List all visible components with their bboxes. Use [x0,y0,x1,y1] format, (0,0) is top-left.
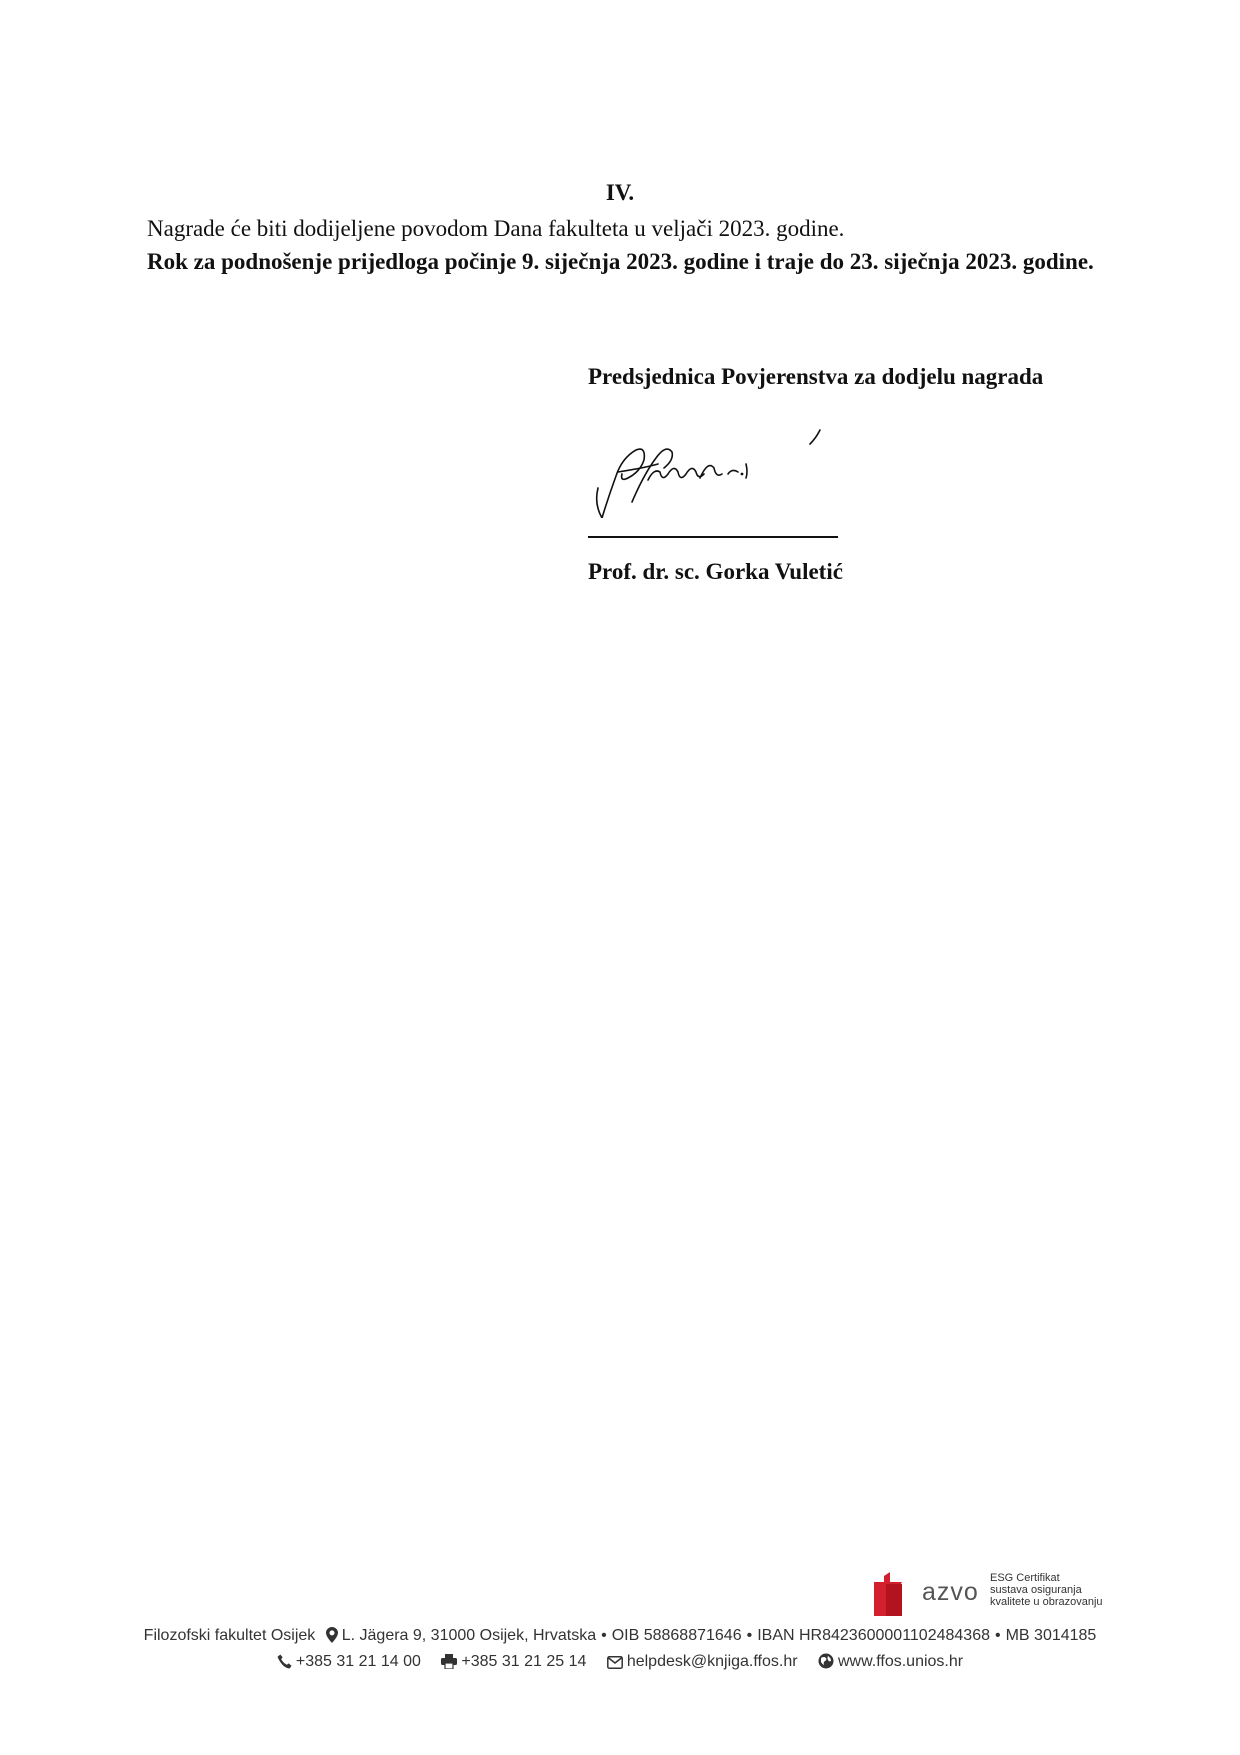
signatory-name: Prof. dr. sc. Gorka Vuletić [588,559,843,584]
certificate-text: ESG Certifikat sustava osiguranja kvalitete u obrazovanju [990,1572,1103,1608]
signature-line [588,536,838,538]
phone-icon [277,1654,292,1669]
globe-icon [818,1653,834,1669]
mb: MB 3014185 [1005,1627,1097,1644]
deadline-paragraph: Rok za podnošenje prijedloga počinje 9. siječnja 2023. godine i traje do 23. siječnja 2023. godine. [147,249,1094,274]
handwritten-signature [588,428,848,518]
esg-certificate [872,1570,1132,1620]
fax-icon [441,1654,457,1669]
website[interactable]: www.ffos.unios.hr [838,1653,964,1670]
footer-address-line: Filozofski fakultet Osijek L. Jägera 9, 31000 Osijek, Hrvatska • OIB 58868871646 • IBAN HR8423600001102484368 • MB 3014185 [143,1627,1097,1644]
signatory-role: Predsjednica Povjerenstva za dodjelu nagrada [588,364,1044,389]
award-date-paragraph: Nagrade će biti dodijeljene povodom Dana fakulteta u veljači 2023. godine. [147,216,845,241]
azvo-brand: azvo [922,1578,979,1606]
footer-contact-line [0,1653,1240,1671]
iban: IBAN HR8423600001102484368 [757,1627,990,1644]
phone-number: +385 31 21 14 00 [295,1653,421,1670]
azvo-logo-icon [872,1572,914,1616]
fax-number: +385 31 21 25 14 [461,1653,587,1670]
signature-block [588,360,1148,584]
section-heading: IV. [605,180,635,205]
email-icon [607,1656,623,1669]
oib: OIB 58868871646 [611,1627,742,1644]
email-address[interactable]: helpdesk@knjiga.ffos.hr [626,1653,798,1670]
address: L. Jägera 9, 31000 Osijek, Hrvatska [341,1627,597,1644]
location-pin-icon [326,1627,338,1643]
institution-name: Filozofski fakultet Osijek [143,1627,316,1644]
